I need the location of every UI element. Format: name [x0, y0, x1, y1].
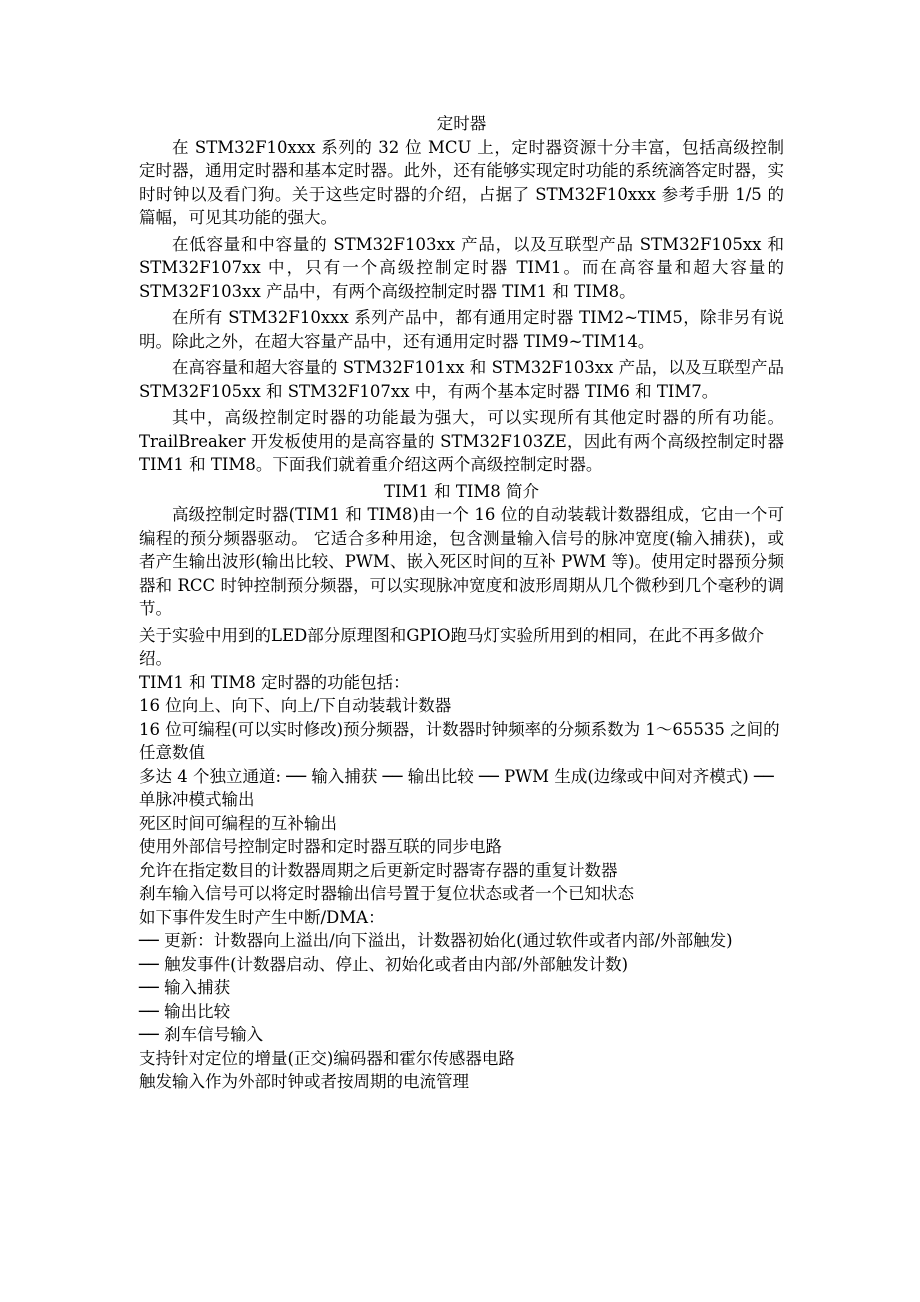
text-line: 关于实验中用到的LED部分原理图和GPIO跑马灯实验所用到的相同，在此不再多做介绍。 — [139, 625, 765, 668]
feature-line: 16 位可编程(可以实时修改)预分频器，计数器时钟频率的分频系数为 1～65535 之间的任意数值 — [139, 719, 780, 762]
paragraph: 其中，高级控制定时器的功能最为强大，可以实现所有其他定时器的所有功能。TrailBreaker 开发板使用的是高容量的 STM32F103ZE，因此有两个高级控制定时器 TIM1 和 TIM8。下面我们就着重介绍这两个高级控制定时器。 — [139, 408, 784, 474]
feature-line: 死区时间可编程的互补输出 — [139, 813, 337, 833]
feature-line: 16 位向上、向下、向上/下自动装载计数器 — [139, 696, 452, 715]
feature-line: 触发输入作为外部时钟或者按周期的电流管理 — [139, 1072, 469, 1091]
paragraph: 在高容量和超大容量的 STM32F101xx 和 STM32F103xx 产品，以及互联型产品 STM32F105xx 和 STM32F107xx 中，有两个基本定时器 TIM6 和 TIM7。 — [139, 358, 784, 401]
feature-line: ── 输出比较 — [139, 1001, 231, 1021]
paragraph: 在所有 STM32F10xxx 系列产品中，都有通用定时器 TIM2~TIM5，除非另有说明。除此之外，在超大容量产品中，还有通用定时器 TIM9~TIM14。 — [139, 308, 784, 351]
feature-line: 支持针对定位的增量(正交)编码器和霍尔传感器电路 — [139, 1048, 515, 1068]
feature-line: 允许在指定数目的计数器周期之后更新定时器寄存器的重复计数器 — [139, 860, 618, 880]
feature-line: ── 更新：计数器向上溢出/向下溢出，计数器初始化(通过软件或者内部/外部触发) — [139, 931, 733, 950]
document-page — [139, 112, 784, 1094]
paragraph: 在低容量和中容量的 STM32F103xx 产品，以及互联型产品 STM32F105xx 和 STM32F107xx 中，只有一个高级控制定时器 TIM1。而在高容量和超大容量的 STM32F103xx 产品中，有两个高级控制定时器 TIM1 和 TIM8。 — [139, 234, 784, 301]
document-title: 定时器 — [436, 114, 487, 133]
feature-line: 刹车输入信号可以将定时器输出信号置于复位状态或者一个已知状态 — [139, 884, 634, 903]
feature-line: ── 输入捕获 — [139, 978, 231, 997]
feature-line: ── 触发事件(计数器启动、停止、初始化或者由内部/外部触发计数) — [139, 954, 629, 974]
feature-line: 多达 4 个独立通道: ── 输入捕获 ── 输出比较 ── PWM 生成(边缘或中间对齐模式) ── 单脉冲模式输出 — [139, 766, 774, 809]
paragraph: 在 STM32F10xxx 系列的 32 位 MCU 上，定时器资源十分丰富，包括高级控制定时器，通用定时器和基本定时器。此外，还有能够实现定时功能的系统滴答定时器，实时时钟以及看门狗。关于这些定时器的介绍，占据了 STM32F10xxx 参考手册 1/5 的篇幅，可见其功能的强大。 — [139, 137, 784, 227]
feature-line: 如下事件发生时产生中断/DMA： — [139, 907, 385, 927]
feature-line: 使用外部信号控制定时器和定时器互联的同步电路 — [139, 837, 502, 856]
intro-paragraph: 高级控制定时器(TIM1 和 TIM8)由一个 16 位的自动装载计数器组成，它由一个可编程的预分频器驱动。 它适合多种用途，包含测量输入信号的脉冲宽度(输入捕获)，或者产生输出波形(输出比较、PWM、嵌入死区时间的互补 PWM 等)。使用定时器预分频器和 RCC 时钟控制预分频器，可以实现脉冲宽度和波形周期从几个微秒到几个毫秒的调节。 — [139, 505, 784, 618]
section-heading: TIM1 和 TIM8 简介 — [383, 481, 540, 501]
feature-line: ── 刹车信号输入 — [139, 1025, 264, 1044]
text-line: TIM1 和 TIM8 定时器的功能包括： — [139, 672, 410, 692]
